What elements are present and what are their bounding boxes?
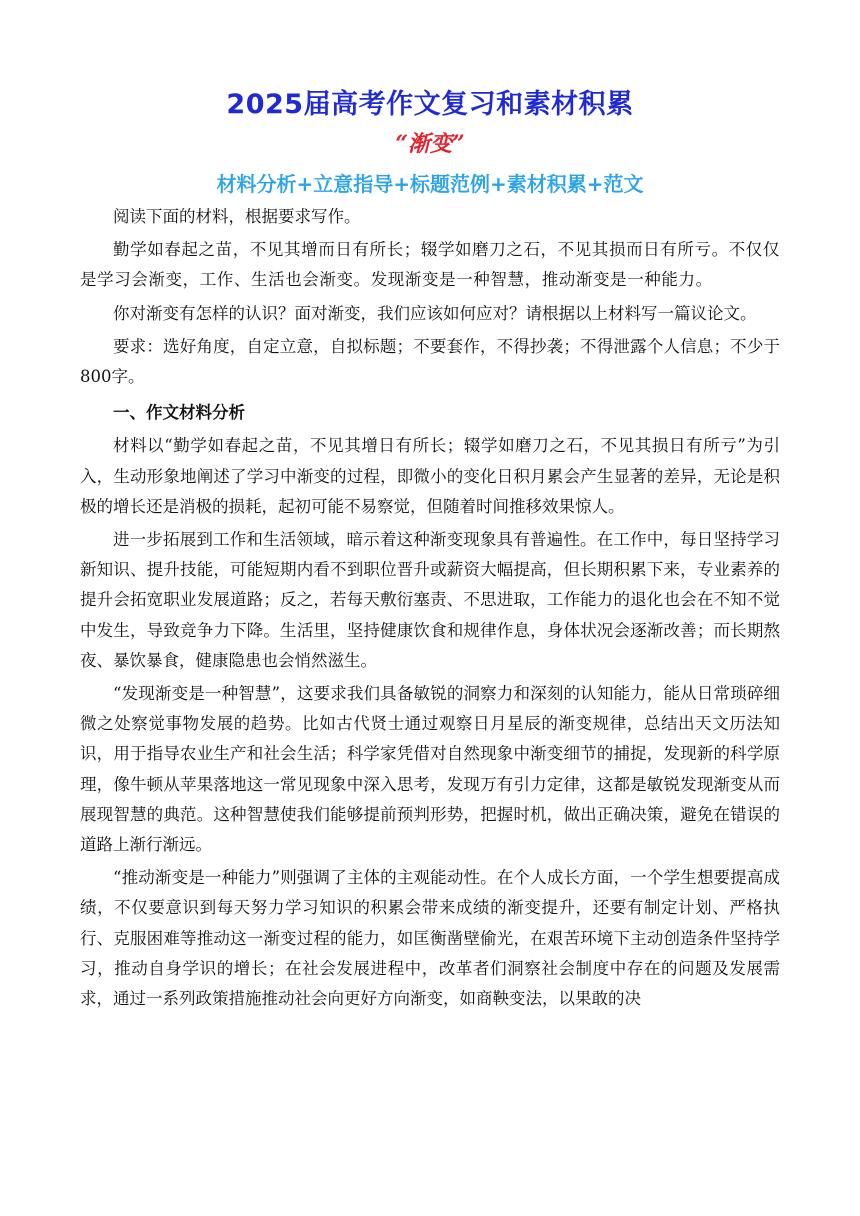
analysis-paragraph-4: “推动渐变是一种能力”则强调了主体的主观能动性。在个人成长方面，一个学生想要提高成绩，不仅要意识到每天努力学习知识的积累会带来成绩的渐变提升，还要有制定计划、严格执行、克服困难等推动这一渐变过程的能力，如匡衡凿壁偷光，在艰苦环境下主动创造条件坚持学习，推动自身学识的增长；在社会发展进程中，改革者们洞察社会制度中存在的问题及发展需求，通过一系列政策措施推动社会向更好方向渐变，如商鞅变法，以果敢的决 <box>80 868 780 1009</box>
prompt-intro: 阅读下面的材料，根据要求写作。 <box>113 207 361 226</box>
prompt-requirements: 要求：选好角度，自定立意，自拟标题；不要套作，不得抄袭；不得泄露个人信息；不少于800字。 <box>80 336 780 387</box>
document-subtitle: “渐变” <box>395 131 465 157</box>
section-heading-analysis: 一、作文材料分析 <box>113 403 245 423</box>
analysis-paragraph-2: 进一步拓展到工作和生活领域，暗示着这种渐变现象具有普遍性。在工作中，每日坚持学习新知识、提升技能，可能短期内看不到职位晋升或薪资大幅提高，但长期积累下来，专业素养的提升会拓宽职业发展道路；反之，若每天敷衍塞责、不思进取，工作能力的退化也会在不知不觉中发生，导致竞争力下降。生活里，坚持健康饮食和规律作息，身体状况会逐渐改善；而长期熬夜、暴饮暴食，健康隐患也会悄然滋生。 <box>80 530 780 670</box>
analysis-paragraph-1: 材料以“勤学如春起之苗，不见其增日有所长；辍学如磨刀之石，不见其损日有所亏”为引入，生动形象地阐述了学习中渐变的过程，即微小的变化日积月累会产生显著的差异，无论是积极的增长还是消极的损耗，起初可能不易察觉，但随着时间推移效果惊人。 <box>80 436 780 516</box>
analysis-paragraph-3: “发现渐变是一种智慧”，这要求我们具备敏锐的洞察力和深刻的认知能力，能从日常琐碎细微之处察觉事物发展的趋势。比如古代贤士通过观察日月星辰的渐变规律，总结出天文历法知识，用于指导农业生产和社会生活；科学家凭借对自然现象中渐变细节的捕捉，发现新的科学原理，像牛顿从苹果落地这一常见现象中深入思考，发现万有引力定律，这都是敏锐发现渐变从而展现智慧的典范。这种智慧使我们能够提前预判形势，把握时机，做出正确决策，避免在错误的道路上渐行渐远。 <box>80 684 780 855</box>
document-content <box>80 85 780 1014</box>
prompt-material: 勤学如春起之苗，不见其增而日有所长；辍学如磨刀之石，不见其损而日有所亏。不仅仅是学习会渐变，工作、生活也会渐变。发现渐变是一种智慧，推动渐变是一种能力。 <box>80 240 780 290</box>
document-tagline: 材料分析+立意指导+标题范例+素材积累+范文 <box>216 172 644 196</box>
document-title: 2025届高考作文复习和素材积累 <box>226 89 634 120</box>
prompt-question: 你对渐变有怎样的认识？面对渐变，我们应该如何应对？请根据以上材料写一篇议论文。 <box>113 303 757 323</box>
